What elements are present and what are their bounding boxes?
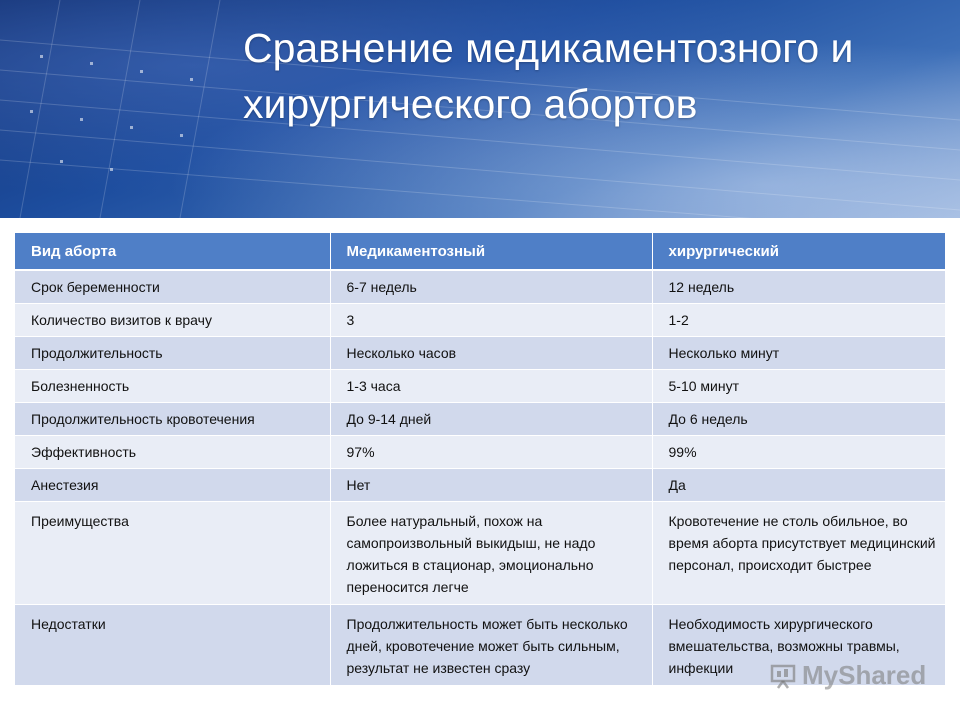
surgical-cell: 99% bbox=[652, 436, 945, 469]
presentation-board-icon bbox=[770, 663, 796, 689]
medical-cell: До 9-14 дней bbox=[330, 403, 652, 436]
page-title bbox=[243, 20, 943, 132]
surgical-cell: Кровотечение не столь обильное, во время аборта присутствует медицинский персонал, происходит быстрее bbox=[652, 502, 945, 605]
table-row bbox=[15, 403, 945, 436]
medical-cell: 3 bbox=[330, 304, 652, 337]
surgical-cell: 1-2 bbox=[652, 304, 945, 337]
table-row bbox=[15, 304, 945, 337]
medical-cell: Несколько часов bbox=[330, 337, 652, 370]
header-abortion-type: Вид аборта bbox=[15, 233, 330, 270]
medical-cell: Продолжительность может быть несколько дней, кровотечение может быть сильным, результат не известен сразу bbox=[330, 605, 652, 686]
row-label: Эффективность bbox=[15, 436, 330, 469]
row-label: Количество визитов к врачу bbox=[15, 304, 330, 337]
medical-cell: 97% bbox=[330, 436, 652, 469]
table-row bbox=[15, 270, 945, 304]
row-label: Преимущества bbox=[15, 502, 330, 605]
table-row bbox=[15, 337, 945, 370]
surgical-cell: Необходимость хирургического вмешательства, возможны травмы, инфекции bbox=[652, 605, 945, 686]
surgical-cell: 5-10 минут bbox=[652, 370, 945, 403]
medical-cell: 6-7 недель bbox=[330, 270, 652, 304]
table-row bbox=[15, 469, 945, 502]
comparison-table bbox=[15, 233, 945, 686]
header-medical: Медикаментозный bbox=[330, 233, 652, 270]
title-banner bbox=[0, 0, 960, 218]
table-header-row bbox=[15, 233, 945, 270]
row-label: Срок беременности bbox=[15, 270, 330, 304]
medical-cell: 1-3 часа bbox=[330, 370, 652, 403]
page-title-line-1: Сравнение медикаментозного и bbox=[243, 25, 854, 71]
page-title-line-2: хирургического абортов bbox=[243, 81, 698, 127]
medical-cell: Более натуральный, похож на самопроизвольный выкидыш, не надо ложиться в стационар, эмоционально переносится легче bbox=[330, 502, 652, 605]
surgical-cell: До 6 недель bbox=[652, 403, 945, 436]
row-label: Болезненность bbox=[15, 370, 330, 403]
table-row bbox=[15, 436, 945, 469]
row-label: Продолжительность bbox=[15, 337, 330, 370]
row-label: Недостатки bbox=[15, 605, 330, 686]
surgical-cell: 12 недель bbox=[652, 270, 945, 304]
header-surgical: хирургический bbox=[652, 233, 945, 270]
row-label: Продолжительность кровотечения bbox=[15, 403, 330, 436]
watermark-text: MyShared bbox=[802, 660, 927, 690]
medical-cell: Нет bbox=[330, 469, 652, 502]
table-row bbox=[15, 370, 945, 403]
row-label: Анестезия bbox=[15, 469, 330, 502]
surgical-cell: Несколько минут bbox=[652, 337, 945, 370]
table-row bbox=[15, 502, 945, 605]
surgical-cell: Да bbox=[652, 469, 945, 502]
watermark bbox=[770, 660, 926, 691]
